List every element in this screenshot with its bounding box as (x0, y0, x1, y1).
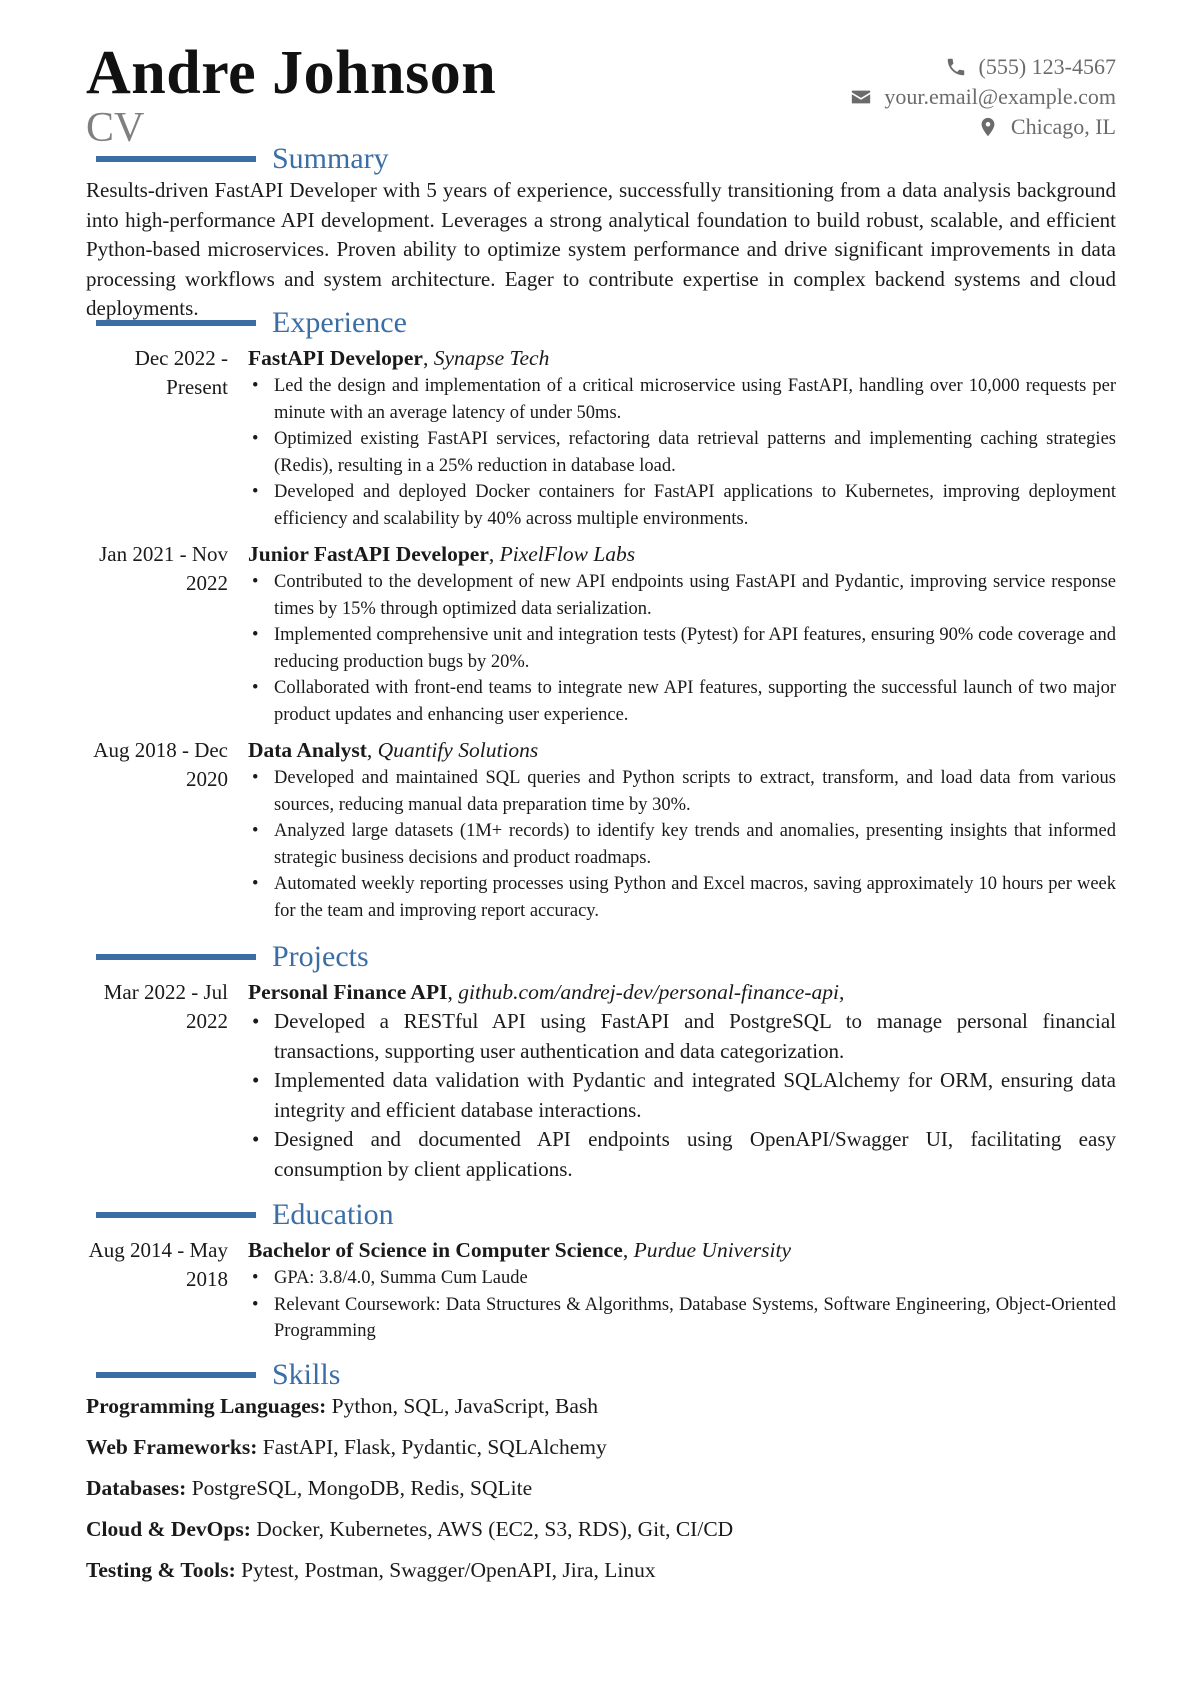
contact-email[interactable] (850, 82, 1116, 112)
skill-label: Cloud & DevOps: (86, 1517, 251, 1541)
section-title: Projects (272, 940, 369, 973)
job-role: FastAPI Developer (248, 346, 423, 370)
phone-icon (945, 56, 967, 78)
section-title: Education (272, 1198, 394, 1231)
skill-label: Databases: (86, 1476, 187, 1500)
section-heading (86, 306, 1116, 340)
project-link[interactable]: github.com/andrej-dev/personal-finance-api, (458, 980, 845, 1004)
job-date: Jan 2021 - Nov 2022 (99, 542, 228, 595)
job-heading: Junior FastAPI Developer, PixelFlow Labs (248, 542, 636, 566)
skill-row (86, 1433, 1116, 1462)
education-entry (86, 1236, 1116, 1345)
phone-text: (555) 123-4567 (978, 54, 1116, 79)
project-heading: Personal Finance API, github.com/andrej-dev/personal-finance-api, (248, 980, 845, 1004)
map-marker-icon (977, 116, 999, 138)
list-item: • Automated weekly reporting processes using Python and Excel macros, saving approximately 10 hours per week for the team and improving report accuracy. (248, 871, 1116, 924)
job-company: Synapse Tech (433, 346, 550, 370)
list-item: • GPA: 3.8/4.0, Summa Cum Laude (248, 1265, 1116, 1292)
skill-value: Python, SQL, JavaScript, Bash (331, 1394, 599, 1418)
skill-label: Testing & Tools: (86, 1558, 236, 1582)
education-heading: Bachelor of Science in Computer Science, Purdue University (248, 1238, 791, 1262)
summary-section (86, 142, 1116, 324)
list-item: • Relevant Coursework: Data Structures & Algorithms, Database Systems, Software Engineering, Object-Oriented Programming (248, 1292, 1116, 1345)
skill-row (86, 1474, 1116, 1503)
list-item: • Implemented comprehensive unit and integration tests (Pytest) for API features, ensuring 90% code coverage and reducing production bugs by 20%. (248, 622, 1116, 675)
skills-section (86, 1358, 1116, 1597)
section-title: Skills (272, 1358, 341, 1391)
job-bullets (248, 765, 1116, 924)
project-name: Personal Finance API (248, 980, 448, 1004)
education-section (86, 1198, 1116, 1345)
job-role: Data Analyst (248, 738, 367, 762)
section-title: Summary (272, 142, 389, 175)
list-item: • Designed and documented API endpoints using OpenAPI/Swagger UI, facilitating easy consumption by client applications. (248, 1125, 1116, 1184)
list-item: • Led the design and implementation of a critical microservice using FastAPI, handling over 10,000 requests per minute with an average latency of under 50ms. (248, 373, 1116, 426)
document-type: CV (86, 105, 145, 151)
job-date: Aug 2018 - Dec 2020 (93, 738, 228, 791)
location-text: Chicago, IL (1010, 114, 1116, 139)
contact-info (850, 52, 1116, 142)
job-bullets (248, 373, 1116, 532)
section-accent-bar (96, 1212, 256, 1218)
list-item: • Contributed to the development of new API endpoints using FastAPI and Pydantic, improving service response times by 15% through optimized data serialization. (248, 569, 1116, 622)
section-accent-bar (96, 320, 256, 326)
list-item: • Analyzed large datasets (1M+ records) to identify key trends and anomalies, presenting insights that informed strategic business decisions and product roadmaps. (248, 818, 1116, 871)
section-heading (86, 1198, 1116, 1232)
job-bullets (248, 569, 1116, 728)
education-bullets (248, 1265, 1116, 1345)
skill-value: PostgreSQL, MongoDB, Redis, SQLite (191, 1476, 533, 1500)
job-company: Quantify Solutions (377, 738, 539, 762)
section-accent-bar (96, 156, 256, 162)
skill-row (86, 1392, 1116, 1421)
list-item: • Developed and maintained SQL queries and Python scripts to extract, transform, and load data from various sources, reducing manual data preparation time by 30%. (248, 765, 1116, 818)
skill-value: FastAPI, Flask, Pydantic, SQLAlchemy (262, 1435, 607, 1459)
section-heading (86, 940, 1116, 974)
envelope-icon (850, 86, 872, 108)
section-accent-bar (96, 1372, 256, 1378)
contact-phone (850, 52, 1116, 82)
section-heading (86, 1358, 1116, 1392)
list-item: • Implemented data validation with Pydantic and integrated SQLAlchemy for ORM, ensuring data integrity and efficient database interactions. (248, 1066, 1116, 1125)
experience-section (86, 306, 1116, 924)
project-bullets (248, 1007, 1116, 1184)
list-item: • Developed and deployed Docker containers for FastAPI applications to Kubernetes, improving deployment efficiency and scalability by 40% across multiple environments. (248, 479, 1116, 532)
job-entry (86, 540, 1116, 728)
project-date: Mar 2022 - Jul 2022 (103, 980, 228, 1033)
section-title: Experience (272, 306, 407, 339)
skill-row (86, 1556, 1116, 1585)
job-role: Junior FastAPI Developer (248, 542, 489, 566)
list-item: • Collaborated with front-end teams to integrate new API features, supporting the successful launch of two major product updates and enhancing user experience. (248, 675, 1116, 728)
skill-label: Web Frameworks: (86, 1435, 258, 1459)
job-body (248, 540, 1116, 728)
contact-location (850, 112, 1116, 142)
list-item: • Optimized existing FastAPI services, refactoring data retrieval patterns and implementing caching strategies (Redis), resulting in a 25% reduction in database load. (248, 426, 1116, 479)
job-entry (86, 344, 1116, 532)
section-heading (86, 142, 1116, 176)
projects-section (86, 940, 1116, 1184)
skill-row (86, 1515, 1116, 1544)
candidate-name: Andre Johnson (86, 39, 497, 107)
job-heading: FastAPI Developer, Synapse Tech (248, 346, 550, 370)
degree: Bachelor of Science in Computer Science (248, 1238, 623, 1262)
skill-value: Docker, Kubernetes, AWS (EC2, S3, RDS), Git, CI/CD (256, 1517, 734, 1541)
education-body (248, 1236, 1116, 1345)
summary-text: Results-driven FastAPI Developer with 5 years of experience, successfully transitioning from a data analysis background into high-performance API development. Leverages a strong analytical foundation to build robust, scalable, and efficient Python-based microservices. Proven ability to optimize system performance and drive significant improvements in data processing workflows and system architecture. Eager to contribute expertise in complex backend systems and cloud deployments. (86, 178, 1116, 320)
school: Purdue University (633, 1238, 791, 1262)
header (86, 40, 1116, 150)
job-body (248, 736, 1116, 924)
resume-page (86, 39, 1116, 1582)
job-body (248, 344, 1116, 532)
job-date: Dec 2022 - Present (134, 346, 228, 399)
project-body (248, 978, 1116, 1184)
job-heading: Data Analyst, Quantify Solutions (248, 738, 539, 762)
project-entry (86, 978, 1116, 1184)
skill-value: Pytest, Postman, Swagger/OpenAPI, Jira, Linux (241, 1558, 656, 1582)
list-item: • Developed a RESTful API using FastAPI and PostgreSQL to manage personal financial transactions, supporting user authentication and data categorization. (248, 1007, 1116, 1066)
job-entry (86, 736, 1116, 924)
education-date: Aug 2014 - May 2018 (88, 1238, 228, 1291)
email-text[interactable]: your.email@example.com (884, 84, 1116, 109)
section-accent-bar (96, 954, 256, 960)
skill-label: Programming Languages: (86, 1394, 327, 1418)
job-company: PixelFlow Labs (499, 542, 636, 566)
